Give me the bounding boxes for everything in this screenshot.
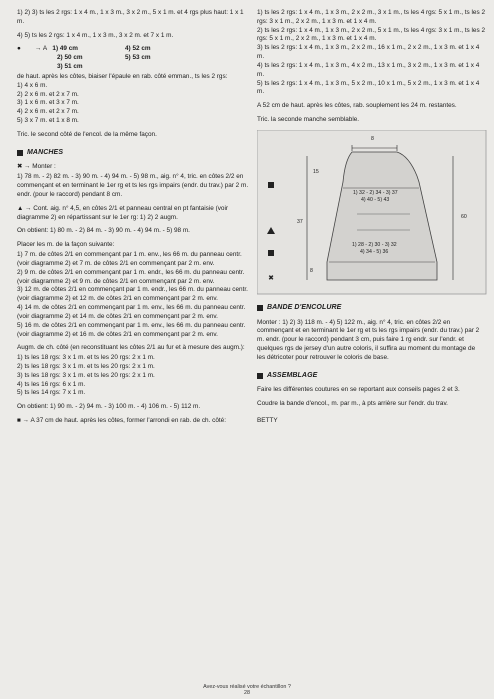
footer-line: Avez-vous réalisé votre échantillon ? <box>203 684 291 690</box>
manches-title: MANCHES <box>27 148 64 156</box>
shoulder-3: 3) 1 x 6 m. et 3 x 7 m. <box>17 99 79 107</box>
square-bullet-icon <box>257 305 263 311</box>
sleeve-diagram <box>257 130 487 295</box>
augm-intro: Augm. de ch. côté (en reconstituant les côtes 2/1 au fur et à mesure des augm.): <box>17 344 245 352</box>
final-text: → A 37 cm de haut. après les côtes, former l'arrondi en rab. de ch. côté: <box>22 417 226 425</box>
upper-width-a: 1) 32 - 2) 34 - 3) 37 <box>353 189 398 196</box>
lower-width-b: 4) 34 - 5) 36 <box>360 248 389 255</box>
monter-label-row <box>17 163 249 172</box>
square-arrow-icon: ■ <box>17 417 21 425</box>
signature: BETTY <box>257 417 278 425</box>
dim-top-8: 8 <box>371 135 374 142</box>
assemblage-title: ASSEMBLAGE <box>267 371 318 379</box>
placer-item-4: 4) 14 m. de côtes 2/1 en commençant par 1 m. env., les 66 m. du panneau centr. (voir diagramme 2) et 14 m. de côtes 2/1 en commençant par 2 m. env. <box>17 304 246 320</box>
size-3: 3) 51 cm <box>57 63 83 71</box>
square-bullet-icon <box>257 373 263 379</box>
augm-item-2: 2) ts les 18 rgs: 3 x 1 m. et ts les 20 rgs: 2 x 1 m. <box>17 362 155 370</box>
svg-text:✖: ✖ <box>268 274 274 282</box>
height-sizes <box>17 45 249 71</box>
size-1: 1) 49 cm <box>52 45 78 53</box>
second-side-text: Tric. le second côté de l'encol. de la même façon. <box>17 130 157 138</box>
page-footer <box>0 684 494 697</box>
cont-text: → Cont. aig. n° 4,5, en côtes 2/1 et panneau central en pt fantaisie (voir diagramme 2) en répartissant sur le 1er rg: 1) 2) 2 augm. <box>17 204 229 221</box>
final-row <box>17 417 249 426</box>
dim-60: 60 <box>461 213 467 220</box>
size-4: 4) 52 cm <box>125 45 151 53</box>
placer-item-3: 3) 12 m. de côtes 2/1 en commençant par 1 m. endr., les 66 m. du panneau centr. (voir diagramme 2) et 12 m. de côtes 2/1 en commençant par 2 m. env. <box>17 286 248 303</box>
size-5: 5) 53 cm <box>125 54 151 62</box>
placer-item-5: 5) 16 m. de côtes 2/1 en commençant par 1 m. env., les 66 m. du panneau centr. (voir diagramme 2) et 16 m. de côtes 2/1 en commençant par 2 m. env. <box>17 321 246 338</box>
arrondi-3: 3) ts les 2 rgs: 1 x 4 m., 1 x 3 m., 2 x 2 m., 16 x 1 m., 2 x 2 m., 1 x 3 m. et 1 x 4 m. <box>257 44 480 61</box>
assemblage-heading <box>257 371 485 381</box>
triangle-icon: ▲ <box>17 204 24 212</box>
rab-text: A 52 cm de haut. après les côtes, rab. souplement les 24 m. restantes. <box>257 102 457 110</box>
size-2: 2) 50 cm <box>57 54 83 62</box>
monter-label: → Monter : <box>24 163 56 171</box>
shoulder-list <box>17 82 249 126</box>
shoulder-2: 2) 2 x 6 m. et 2 x 7 m. <box>17 90 79 98</box>
lower-width-a: 1) 28 - 2) 30 - 3) 32 <box>352 241 397 248</box>
a-marker: → A <box>35 45 48 53</box>
augm-list <box>17 354 249 398</box>
left-column <box>17 9 249 431</box>
placer-list <box>17 251 249 339</box>
assemblage-text-2: Coudre la bande d'encol., m. par m., à pts arrière sur l'endr. du trav. <box>257 400 448 408</box>
augm-item-3: 3) ts les 18 rgs: 3 x 1 m. et ts les 20 rgs: 2 x 1 m. <box>17 371 155 379</box>
sleeve-diagram-svg <box>257 130 487 295</box>
upper-width-b: 4) 40 - 5) 43 <box>361 196 390 203</box>
shoulder-intro: de haut. après les côtes, biaiser l'épaule en rab. côté emman., ts les 2 rgs: <box>17 72 228 80</box>
arrondi-4: 4) ts les 2 rgs: 1 x 4 m., 1 x 3 m., 4 x 2 m., 13 x 1 m., 3 x 2 m., 1 x 3 m. et 1 x 4 m. <box>257 61 480 78</box>
seconde-manche-text: Tric. la seconde manche semblable. <box>257 116 360 124</box>
shoulder-4: 4) 2 x 6 m. et 2 x 7 m. <box>17 108 79 116</box>
placer-intro: Placer les m. de la façon suivante: <box>17 241 115 249</box>
assemblage-text-1: Faire les différentes coutures en se reportant aux conseils pages 2 et 3. <box>257 386 460 394</box>
monter-text: 1) 78 m. - 2) 82 m. - 3) 90 m. - 4) 94 m. - 5) 98 m., aig. n° 4, tric. en côtes 2/2 en commençant et en terminant le 1er rg et ts les rgs impairs (endr. du trav.) par 2 m. endr. (pour le raccord) pendant 8 cm. <box>17 173 249 198</box>
manches-heading <box>17 148 249 158</box>
bullet-arrow-icon: ● <box>17 45 21 53</box>
shoulder-1: 1) 4 x 6 m. <box>17 81 48 89</box>
dim-bottom-8: 8 <box>310 267 313 274</box>
obtient-2: On obtient: 1) 90 m. - 2) 94 m. - 3) 100 m. - 4) 106 m. - 5) 112 m. <box>17 403 201 411</box>
shoulder-5: 5) 3 x 7 m. et 1 x 8 m. <box>17 117 79 125</box>
placer-item-2: 2) 9 m. de côtes 2/1 en commençant par 1 m. endr., les 66 m. du panneau centr. (voir diagramme 2) et 9 m. de côtes 2/1 en commençant par 2 m. env. <box>17 268 245 285</box>
right-column <box>257 9 485 431</box>
page-number: 28 <box>244 690 250 697</box>
decrease-text-1: 1) 2) 3) ts les 2 rgs: 1 x 4 m., 1 x 3 m., 3 x 2 m., 5 x 1 m. et 4 rgs plus haut: 1 x 1 m. <box>17 9 244 25</box>
cont-row <box>17 205 249 223</box>
dim-37: 37 <box>297 218 303 225</box>
arrondi-1: 1) ts les 2 rgs: 1 x 4 m., 1 x 3 m., 2 x 2 m., 3 x 1 m., ts les 4 rgs: 5 x 1 m., ts les 2 rgs: 3 x 1 m., 2 x 2 m., 1 x 3 m. et 1 x 4 m. <box>257 9 486 25</box>
decrease-text-2: 4) 5) ts les 2 rgs: 1 x 4 m., 1 x 3 m., 3 x 2 m. et 7 x 1 m. <box>17 31 174 39</box>
bande-title: BANDE D'ENCOLURE <box>267 303 342 311</box>
square-bullet-icon <box>17 150 23 156</box>
augm-item-4: 4) ts les 16 rgs: 6 x 1 m. <box>17 380 86 388</box>
dim-15: 15 <box>313 168 319 175</box>
cross-icon: ✖ <box>17 163 23 171</box>
bande-text: Monter : 1) 2) 3) 118 m. - 4) 5) 122 m., aig. n° 4, tric. en côtes 2/2 en commençant et en terminant le 1er rg et ts les rgs impairs (endr. du trav.) par 2 m. endr. (pour le raccord) pendant 3 cm, puis faire 1 rg endr. sur l'endr. et quelques rgs de jersey d'un autre coloris, il suffira au moment du montage de les détricoter pour retrouver le coloris de base. <box>257 318 480 361</box>
arrondi-5: 5) ts les 2 rgs: 1 x 4 m., 1 x 3 m., 5 x 2 m., 10 x 1 m., 5 x 2 m., 1 x 3 m. et 1 x 4 m. <box>257 79 480 96</box>
bande-heading <box>257 303 485 313</box>
arrondi-2: 2) ts les 2 rgs: 1 x 4 m., 1 x 3 m., 2 x 2 m., 5 x 1 m., ts les 4 rgs: 3 x 1 m., ts les 2 rgs: 5 x 1 m., 2 x 2 m., 1 x 3 m. et 1 x 4 m. <box>257 26 486 43</box>
placer-item-1: 1) 7 m. de côtes 2/1 en commençant par 1 m. env., les 66 m. du panneau centr. (voir diagramme 2) et 7 m. de côtes 2/1 en commençant par 2 m. env. <box>17 251 242 267</box>
augm-item-1: 1) ts les 18 rgs: 3 x 1 m. et ts les 20 rgs: 2 x 1 m. <box>17 354 155 362</box>
augm-item-5: 5) ts les 14 rgs: 7 x 1 m. <box>17 389 86 397</box>
obtient-1: On obtient: 1) 80 m. - 2) 84 m. - 3) 90 m. - 4) 94 m. - 5) 98 m. <box>17 227 190 235</box>
